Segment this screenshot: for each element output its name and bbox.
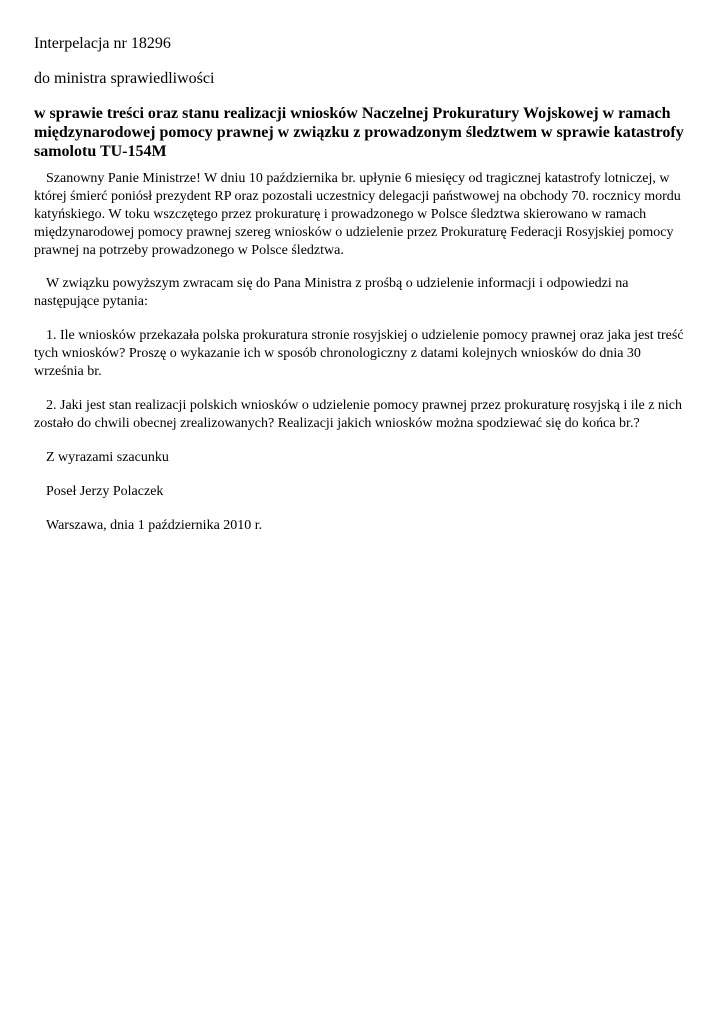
question-2: 2. Jaki jest stan realizacji polskich wniosków o udzielenie pomocy prawnej przez prokuraturę rosyjską i ile z nich zostało do chwili obecnej zrealizowanych? Realizacji jakich wniosków można spodziewać się do końca br.? [34,398,683,431]
place-date: Warszawa, dnia 1 października 2010 r. [46,518,263,533]
body-paragraph-intro: Szanowny Panie Ministrze! W dniu 10 października br. upłynie 6 miesięcy od tragicznej katastrofy lotniczej, w której śmierć poniósł prezydent RP oraz pozostali uczestnicy delegacji państwowej na obchody 70. rocznicy mordu katyńskiego. W toku wszczętego przez prokuraturę i prowadzonego w Polsce śledztwa skierowano w ramach międzynarodowej pomocy prawnej szereg wniosków o udzielenie przez Prokuraturę Federacji Rosyjskiej pomocy prawnej na potrzeby prowadzonego w Polsce śledztwa. [34,171,681,258]
closing-greeting: Z wyrazami szacunku [46,450,169,465]
body-paragraph-request: W związku powyższym zwracam się do Pana Ministra z prośbą o udzielenie informacji i odpowiedzi na następujące pytania: [34,276,629,309]
question-1: 1. Ile wniosków przekazała polska prokuratura stronie rosyjskiej o udzielenie pomocy prawnej oraz jaka jest treść tych wniosków? Proszę o wykazanie ich w sposób chronologiczny z datami kolejnych wniosków do dnia 30 września br. [34,328,684,379]
subject-heading: w sprawie treści oraz stanu realizacji wniosków Naczelnej Prokuratury Wojskowej w ramach międzynarodowej pomocy prawnej w związku z prowadzonym śledztwem w sprawie katastrofy samolotu TU-154M [34,105,684,160]
signature: Poseł Jerzy Polaczek [46,484,164,499]
interpellation-title: Interpelacja nr 18296 [34,35,171,52]
recipient-line: do ministra sprawiedliwości [34,70,215,87]
document-page [34,34,686,551]
